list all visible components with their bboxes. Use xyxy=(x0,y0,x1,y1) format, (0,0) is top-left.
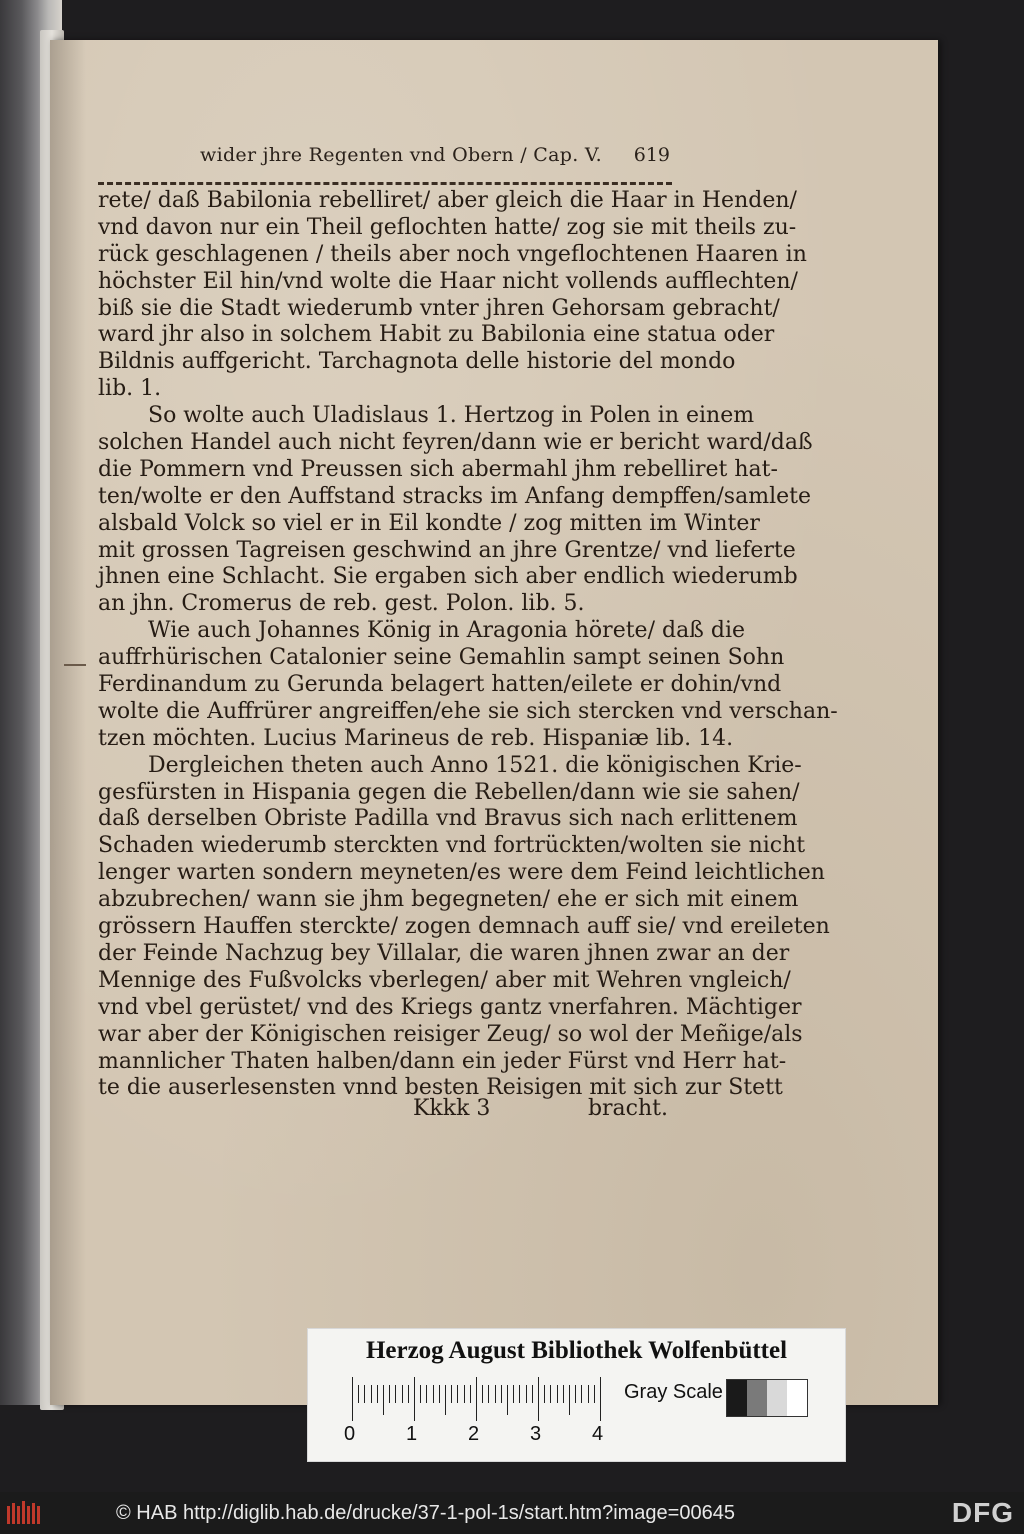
text-line: ward jhr also in solchem Habit zu Babilonia eine statua oder xyxy=(98,322,775,348)
text-line: alsbald Volck so viel er in Eil kondte / zog mitten im Winter xyxy=(98,510,760,536)
text-line: rete/ daß Babilonia rebelliret/ aber gleich die Haar in Henden/ xyxy=(98,188,797,213)
ruler-tick xyxy=(526,1385,527,1403)
ruler-tick xyxy=(476,1377,477,1421)
ruler-tick xyxy=(581,1385,582,1403)
catchline xyxy=(98,1096,668,1122)
ruler-tick xyxy=(575,1385,576,1403)
text-line: der Feinde Nachzug bey Villalar, die waren jhnen zwar an der xyxy=(98,940,790,966)
text-line: Schaden wiederumb sterckten vnd fortrückten/wolten sie nicht xyxy=(98,833,806,859)
ruler-tick xyxy=(519,1385,520,1403)
dfg-logo: DFG xyxy=(951,1497,1014,1528)
gray-swatch xyxy=(727,1380,747,1416)
gray-scale-label: Gray Scale xyxy=(624,1381,723,1403)
text-line: rück geschlagenen / theils aber noch vngeflochtenen Haaren in xyxy=(98,241,807,267)
text-line: gesfürsten in Hispania gegen die Rebellen/dann wie sie sahen/ xyxy=(98,779,800,805)
ruler-tick xyxy=(588,1385,589,1403)
ruler-tick xyxy=(482,1385,483,1403)
text-line: abzubrechen/ wann sie jhm begegneten/ ehe er sich mit einem xyxy=(98,887,799,913)
ruler-tick xyxy=(550,1385,551,1403)
text-line: auffrhürischen Catalonier seine Gemahlin sampt seinen Sohn xyxy=(98,645,785,671)
text-line: höchster Eil hin/vnd wolte die Haar nicht vollends aufflechten/ xyxy=(98,268,798,294)
ruler-tick xyxy=(352,1377,353,1421)
ruler-tick xyxy=(371,1385,372,1403)
ruler-tick xyxy=(600,1377,601,1421)
ruler-tick xyxy=(507,1385,508,1415)
ruler-tick xyxy=(439,1385,440,1403)
ruler-tick xyxy=(389,1385,390,1403)
gray-scale-swatches xyxy=(726,1379,808,1417)
text-line: Dergleichen theten auch Anno 1521. die königischen Krie- xyxy=(148,752,802,778)
text-line: wolte die Auffrürer angreiffen/ehe sie sich stercken vnd verschan- xyxy=(98,698,838,724)
ruler-tick xyxy=(395,1385,396,1403)
text-line: jhnen eine Schlacht. Sie ergaben sich aber endlich wiederumb xyxy=(98,564,798,590)
text-line: Wie auch Johannes König in Aragonia hörete/ daß die xyxy=(148,618,746,644)
text-line: Bildnis auffgericht. Tarchagnota delle historie del mondo xyxy=(98,349,736,375)
text-line: grössern Hauffen sterckte/ zogen demnach auff sie/ vnd ereileten xyxy=(98,914,830,940)
running-head-title: wider jhre Regenten vnd Obern / Cap. V. xyxy=(200,144,602,166)
ruler-tick xyxy=(563,1385,564,1403)
ruler-tick xyxy=(513,1385,514,1403)
ruler-label: 4 xyxy=(592,1423,604,1445)
library-name: Herzog August Bibliothek Wolfenbüttel xyxy=(365,1337,788,1364)
ruler-tick xyxy=(420,1385,421,1403)
catchword: bracht. xyxy=(587,1096,668,1121)
ruler-labels xyxy=(344,1423,644,1447)
text-line: vnd vbel gerüstet/ vnd des Kriegs gantz vnerfahren. Mächtiger xyxy=(98,994,802,1020)
margin-mark xyxy=(64,664,86,666)
text-line: die Pommern vnd Preussen sich abermahl jhm rebelliret hat- xyxy=(98,456,778,482)
text-line: biß sie die Stadt wiederumb vnter jhren Gehorsam gebracht/ xyxy=(98,295,780,321)
hab-logo-icon xyxy=(6,1500,46,1526)
ruler-tick xyxy=(364,1385,365,1403)
ruler-tick xyxy=(532,1385,533,1403)
ruler-tick xyxy=(594,1385,595,1403)
text-line: lenger warten sondern meyneten/es were dem Feind leichtlichen xyxy=(98,860,825,886)
ruler-tick xyxy=(408,1385,409,1403)
text-line: daß derselben Obriste Padilla vnd Bravus sich nach erlittenem xyxy=(98,806,798,832)
copyright-link[interactable]: © HAB http://diglib.hab.de/drucke/37-1-pol-1s/start.htm?image=00645 xyxy=(116,1502,735,1524)
text-line: mannlicher Thaten halben/dann ein jeder Fürst vnd Herr hat- xyxy=(98,1048,787,1074)
text-line: ten/wolte er den Auffstand stracks im Anfang dempffen/samlete xyxy=(98,483,811,509)
text-line: So wolte auch Uladislaus 1. Hertzog in Polen in einem xyxy=(148,403,755,429)
page-gutter-shadow xyxy=(50,40,86,1405)
page-number: 619 xyxy=(633,144,670,166)
footer-bar xyxy=(0,1492,1024,1534)
ruler-label: 3 xyxy=(530,1423,542,1445)
ruler-tick xyxy=(464,1385,465,1403)
text-line: war aber der Königischen reisiger Zeug/ so wol der Meñige/als xyxy=(98,1021,803,1047)
ruler-tick xyxy=(358,1385,359,1403)
body-text xyxy=(98,188,838,1102)
ruler-label: 1 xyxy=(406,1423,418,1445)
ruler-tick xyxy=(457,1385,458,1403)
ruler-tick xyxy=(445,1385,446,1415)
ruler-tick xyxy=(501,1385,502,1403)
ruler-tick xyxy=(544,1385,545,1403)
gray-swatch xyxy=(747,1380,767,1416)
ruler-tick xyxy=(488,1385,489,1403)
ruler-tick xyxy=(557,1385,558,1403)
text-line: Mennige des Fußvolcks vberlegen/ aber mit Wehren vngleich/ xyxy=(98,967,791,993)
ruler-tick xyxy=(538,1377,539,1421)
ruler-tick xyxy=(414,1377,415,1421)
ruler xyxy=(352,1377,612,1421)
gray-swatch xyxy=(767,1380,787,1416)
ruler-label: 2 xyxy=(468,1423,480,1445)
text-line: vnd davon nur ein Theil geflochten hatte/ zog sie mit theils zu- xyxy=(98,214,797,240)
gray-swatch xyxy=(787,1380,807,1416)
ruler-tick xyxy=(426,1385,427,1403)
text-line: solchen Handel auch nicht feyren/dann wie er bericht ward/daß xyxy=(98,430,813,456)
header-rule xyxy=(98,182,672,185)
running-head xyxy=(200,144,670,174)
text-line: Ferdinandum zu Gerunda belagert hatten/eilete er dohin/vnd xyxy=(98,672,782,698)
ruler-tick xyxy=(569,1385,570,1415)
text-line: an jhn. Cromerus de reb. gest. Polon. lib. 5. xyxy=(98,591,585,617)
text-line: mit grossen Tagreisen geschwind an jhre Grentze/ vnd lieferte xyxy=(98,537,796,563)
text-line: tzen möchten. Lucius Marineus de reb. Hispaniæ lib. 14. xyxy=(98,725,734,751)
ruler-tick xyxy=(495,1385,496,1403)
ruler-label: 0 xyxy=(344,1423,356,1445)
ruler-tick xyxy=(470,1385,471,1403)
ruler-tick xyxy=(383,1385,384,1415)
ruler-tick xyxy=(377,1385,378,1403)
text-line: lib. 1. xyxy=(98,376,162,402)
ruler-tick xyxy=(451,1385,452,1403)
ruler-tick xyxy=(402,1385,403,1403)
signature-mark: Kkkk 3 xyxy=(413,1096,491,1121)
ruler-tick xyxy=(433,1385,434,1403)
text-line: te die auserlesensten vnnd besten Reisigen mit sich zur Stett xyxy=(98,1075,783,1101)
library-color-card xyxy=(307,1328,846,1462)
